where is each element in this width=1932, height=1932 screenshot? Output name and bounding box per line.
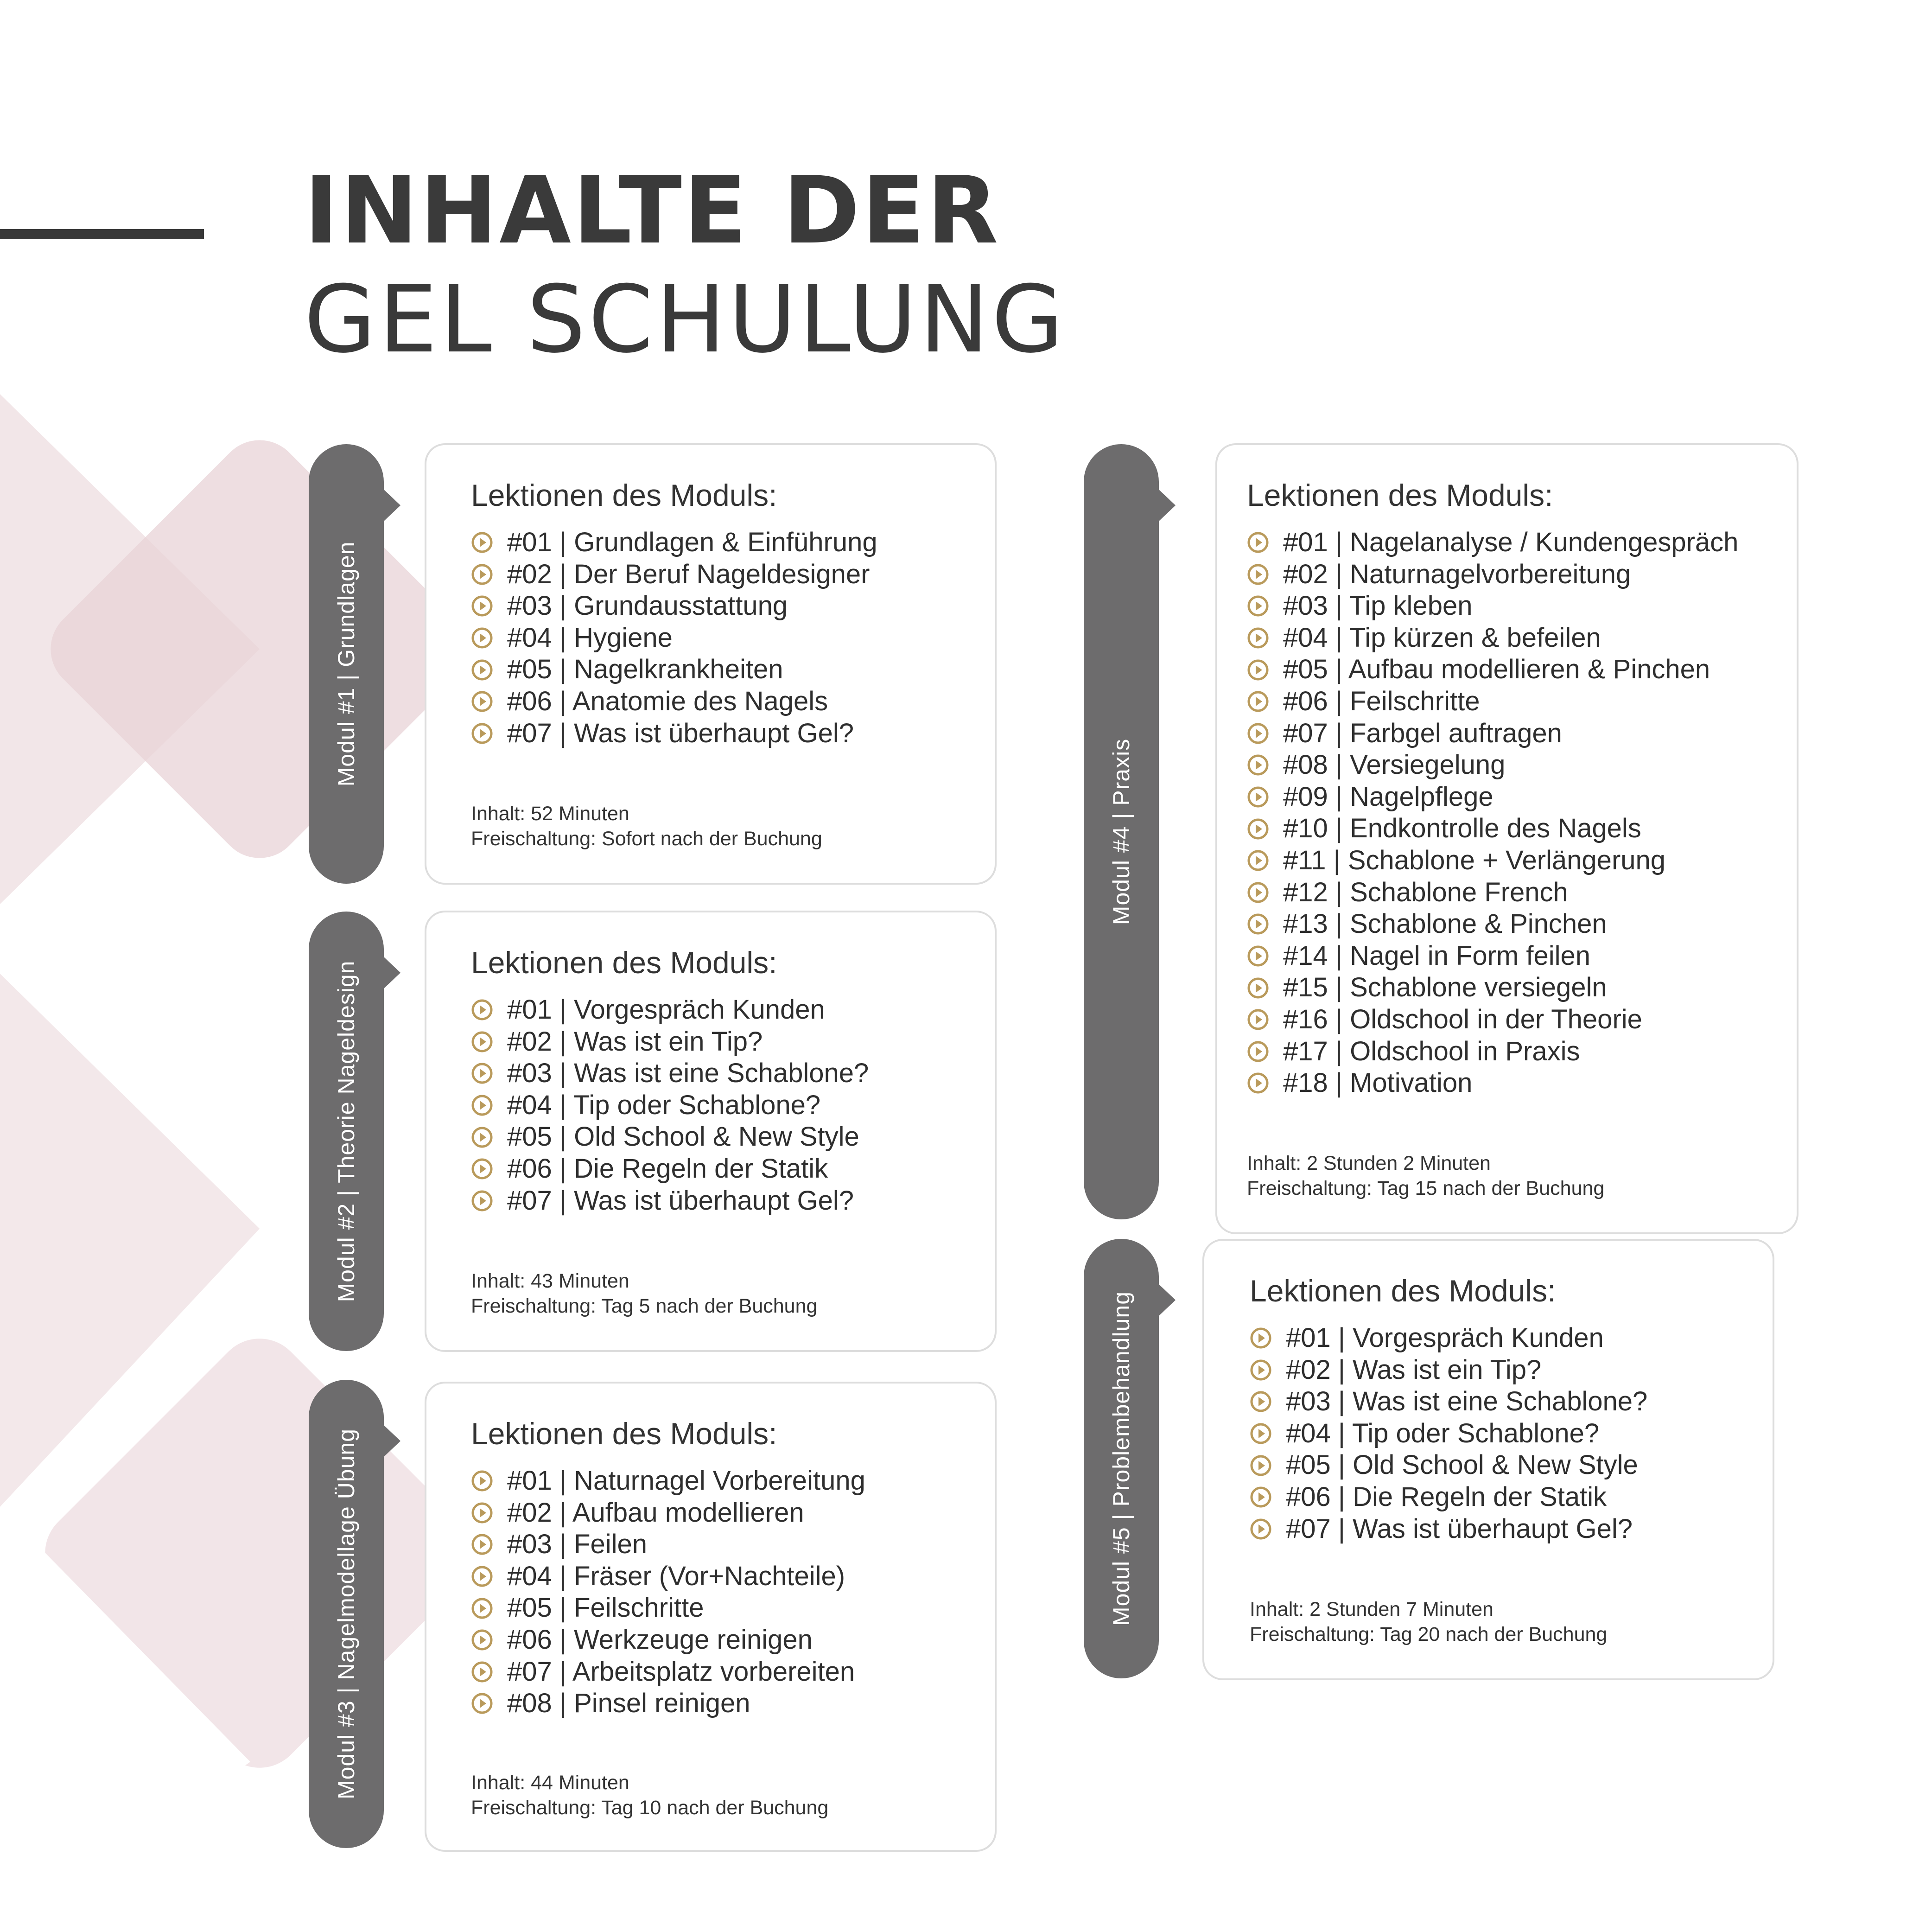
module-1-tab-label: Modul #1 | Grundlagen [333,541,359,787]
play-icon [1247,627,1269,649]
lesson-item[interactable] [1250,1481,1647,1513]
lesson-label: #02 | Naturnagelvorbereitung [1283,559,1631,589]
lesson-label: #03 | Grundausstattung [507,591,788,621]
lesson-item[interactable] [471,1185,869,1217]
play-icon [1250,1359,1272,1381]
lesson-item[interactable] [471,1624,865,1656]
module-2-meta [471,1269,817,1319]
module-5-meta [1250,1597,1607,1647]
play-icon [471,999,493,1021]
lesson-item[interactable] [1247,559,1738,591]
lesson-item[interactable] [1247,1067,1738,1099]
lesson-item[interactable] [471,686,877,718]
lesson-item[interactable] [471,1592,865,1624]
play-icon [1247,531,1269,554]
play-icon [1247,849,1269,872]
lesson-item[interactable] [1247,527,1738,559]
lesson-label: #01 | Grundlagen & Einführung [507,527,877,557]
lesson-label: #08 | Pinsel reinigen [507,1688,750,1719]
module-1-unlock: Freischaltung: Sofort nach der Buchung [471,828,822,850]
lesson-item[interactable] [1247,686,1738,718]
play-icon [1247,881,1269,904]
play-icon [471,1158,493,1180]
lesson-label: #06 | Die Regeln der Statik [1286,1481,1607,1512]
play-icon [471,1126,493,1148]
lesson-label: #07 | Was ist überhaupt Gel? [1286,1513,1633,1544]
lesson-label: #09 | Nagelpflege [1283,781,1493,812]
play-icon [1250,1390,1272,1413]
play-icon [471,1565,493,1588]
lesson-label: #11 | Schablone + Verlängerung [1283,845,1666,875]
lesson-label: #02 | Was ist ein Tip? [1286,1354,1542,1385]
play-icon [1247,1008,1269,1031]
play-icon [471,1031,493,1053]
lesson-label: #02 | Aufbau modellieren [507,1497,804,1528]
lesson-label: #16 | Oldschool in der Theorie [1283,1004,1642,1034]
lesson-label: #13 | Schablone & Pinchen [1283,909,1607,939]
lesson-label: #03 | Tip kleben [1283,591,1473,621]
play-icon [1247,1040,1269,1063]
play-icon [471,659,493,681]
lesson-label: #04 | Tip oder Schablone? [507,1090,821,1120]
lesson-label: #06 | Werkzeuge reinigen [507,1624,813,1655]
lesson-label: #04 | Tip kürzen & befeilen [1283,622,1601,653]
lesson-item[interactable] [471,1688,865,1720]
module-2-unlock: Freischaltung: Tag 5 nach der Buchung [471,1295,818,1317]
lesson-label: #07 | Farbgel auftragen [1283,718,1562,748]
lesson-item[interactable] [471,1465,865,1497]
lesson-label: #04 | Hygiene [507,622,673,653]
module-4-card [1215,443,1799,1234]
module-3-tab [309,1380,384,1848]
play-icon [1247,913,1269,935]
lesson-label: #07 | Arbeitsplatz vorbereiten [507,1656,855,1687]
module-5-tab [1084,1239,1159,1678]
play-icon [471,1470,493,1492]
play-icon [471,722,493,745]
play-icon [1250,1486,1272,1508]
play-icon [1250,1518,1272,1540]
lesson-label: #07 | Was ist überhaupt Gel? [507,1185,854,1216]
lesson-item[interactable] [1247,877,1738,909]
lesson-item[interactable] [471,559,877,591]
module-2-tab-label: Modul #2 | Theorie Nageldesign [333,960,359,1302]
module-4-tab [1084,444,1159,1219]
lesson-label: #02 | Was ist ein Tip? [507,1026,763,1057]
lesson-item[interactable] [471,1026,869,1058]
module-4-meta [1247,1151,1604,1201]
module-3-card [425,1382,997,1852]
lesson-label: #08 | Versiegelung [1283,750,1506,780]
module-3-tab-label: Modul #3 | Nagelmodellage Übung [333,1428,359,1800]
lesson-item[interactable] [471,1497,865,1529]
lesson-label: #05 | Aufbau modellieren & Pinchen [1283,654,1710,685]
module-3-content: Inhalt: 44 Minuten [471,1772,629,1794]
play-icon [471,563,493,586]
module-5-heading: Lektionen des Moduls: [1250,1274,1556,1308]
module-3-unlock: Freischaltung: Tag 10 nach der Buchung [471,1797,829,1819]
lesson-item[interactable] [471,1121,869,1153]
lesson-item[interactable] [471,1153,869,1185]
lesson-item[interactable] [471,1090,869,1122]
lesson-label: #01 | Nagelanalyse / Kundengespräch [1283,527,1739,557]
play-icon [1250,1454,1272,1477]
lesson-label: #07 | Was ist überhaupt Gel? [507,718,854,748]
lesson-item[interactable] [1247,718,1738,750]
lesson-item[interactable] [1247,590,1738,622]
lesson-label: #04 | Fräser (Vor+Nachteile) [507,1561,845,1591]
lesson-item[interactable] [471,1529,865,1561]
lesson-label: #18 | Motivation [1283,1068,1473,1098]
lesson-item[interactable] [1247,781,1738,813]
lesson-label: #15 | Schablone versiegeln [1283,972,1607,1003]
module-1-lessons [471,527,877,749]
lesson-item[interactable] [1247,972,1738,1004]
play-icon [471,1502,493,1524]
lesson-item[interactable] [471,718,877,750]
lesson-item[interactable] [471,590,877,622]
lesson-label: #03 | Was ist eine Schablone? [1286,1386,1648,1417]
module-1-content: Inhalt: 52 Minuten [471,803,629,825]
lesson-label: #01 | Vorgespräch Kunden [507,995,825,1025]
module-5-lessons [1250,1322,1647,1545]
play-icon [1247,722,1269,745]
lesson-label: #01 | Naturnagel Vorbereitung [507,1466,865,1496]
lesson-item[interactable] [471,994,869,1026]
page-subtitle: GEL SCHULUNG [304,266,1067,374]
lesson-item[interactable] [1247,908,1738,940]
lesson-label: #10 | Endkontrolle des Nagels [1283,813,1641,844]
lesson-label: #06 | Feilschritte [1283,686,1480,716]
lesson-label: #03 | Feilen [507,1529,648,1560]
lesson-item[interactable] [471,1058,869,1090]
play-icon [1247,945,1269,967]
module-2-heading: Lektionen des Moduls: [471,945,777,980]
lesson-item[interactable] [1250,1449,1647,1481]
lesson-label: #05 | Old School & New Style [1286,1450,1638,1480]
module-4-lessons [1247,527,1738,1099]
module-3-meta [471,1770,828,1820]
lesson-item[interactable] [1250,1386,1647,1418]
lesson-label: #01 | Vorgespräch Kunden [1286,1323,1604,1353]
play-icon [471,1692,493,1715]
play-icon [1247,977,1269,999]
lesson-label: #17 | Oldschool in Praxis [1283,1036,1580,1066]
play-icon [471,1094,493,1116]
module-2-card [425,911,997,1352]
play-icon [471,1533,493,1556]
lesson-item[interactable] [471,654,877,686]
lesson-item[interactable] [1250,1418,1647,1450]
lesson-item[interactable] [1247,654,1738,686]
module-4-heading: Lektionen des Moduls: [1247,478,1553,512]
module-5-tab-label: Modul #5 | Problembehandlung [1108,1291,1134,1626]
module-2-tab [309,912,384,1351]
play-icon [1250,1327,1272,1349]
play-icon [1247,563,1269,586]
page-title: INHALTE DER [304,157,1000,265]
module-5-content: Inhalt: 2 Stunden 7 Minuten [1250,1598,1493,1620]
module-1-meta [471,801,822,851]
module-4-tab-label: Modul #4 | Praxis [1108,738,1134,925]
lesson-item[interactable] [1247,940,1738,972]
lesson-item[interactable] [471,527,877,559]
play-icon [471,531,493,554]
play-icon [471,1629,493,1651]
lesson-label: #12 | Schablone French [1283,877,1568,907]
play-icon [471,1062,493,1084]
play-icon [1247,690,1269,713]
lesson-item[interactable] [471,1656,865,1688]
lesson-label: #05 | Feilschritte [507,1593,704,1623]
play-icon [1247,595,1269,617]
module-3-lessons [471,1465,865,1720]
lesson-item[interactable] [471,622,877,654]
lesson-item[interactable] [1250,1354,1647,1386]
lesson-label: #02 | Der Beruf Nageldesigner [507,559,870,589]
module-4-unlock: Freischaltung: Tag 15 nach der Buchung [1247,1177,1605,1199]
lesson-item[interactable] [1247,813,1738,845]
lesson-item[interactable] [1250,1322,1647,1354]
module-4-content: Inhalt: 2 Stunden 2 Minuten [1247,1152,1491,1174]
module-1-tab [309,444,384,884]
module-2-lessons [471,994,869,1217]
lesson-label: #14 | Nagel in Form feilen [1283,940,1591,971]
lesson-label: #04 | Tip oder Schablone? [1286,1418,1600,1448]
title-accent-line [0,229,204,239]
play-icon [1247,818,1269,840]
lesson-label: #05 | Old School & New Style [507,1122,859,1152]
lesson-item[interactable] [471,1561,865,1593]
lesson-label: #06 | Anatomie des Nagels [507,686,828,716]
play-icon [471,1597,493,1620]
lesson-item[interactable] [1247,845,1738,877]
lesson-item[interactable] [1247,622,1738,654]
play-icon [1247,754,1269,776]
lesson-label: #03 | Was ist eine Schablone? [507,1058,869,1089]
play-icon [1250,1422,1272,1445]
lesson-item[interactable] [1247,749,1738,781]
play-icon [471,1190,493,1212]
module-5-card [1202,1239,1774,1680]
module-2-content: Inhalt: 43 Minuten [471,1270,629,1292]
lesson-item[interactable] [1250,1513,1647,1545]
play-icon [1247,1072,1269,1094]
lesson-item[interactable] [1247,1004,1738,1036]
lesson-item[interactable] [1247,1036,1738,1068]
module-5-unlock: Freischaltung: Tag 20 nach der Buchung [1250,1623,1608,1645]
play-icon [471,1661,493,1683]
module-1-heading: Lektionen des Moduls: [471,478,777,512]
play-icon [471,595,493,617]
module-1-card [425,443,997,885]
play-icon [1247,659,1269,681]
lesson-label: #05 | Nagelkrankheiten [507,654,783,685]
play-icon [471,627,493,649]
lesson-label: #06 | Die Regeln der Statik [507,1153,828,1184]
play-icon [1247,786,1269,808]
module-3-heading: Lektionen des Moduls: [471,1416,777,1451]
play-icon [471,690,493,713]
